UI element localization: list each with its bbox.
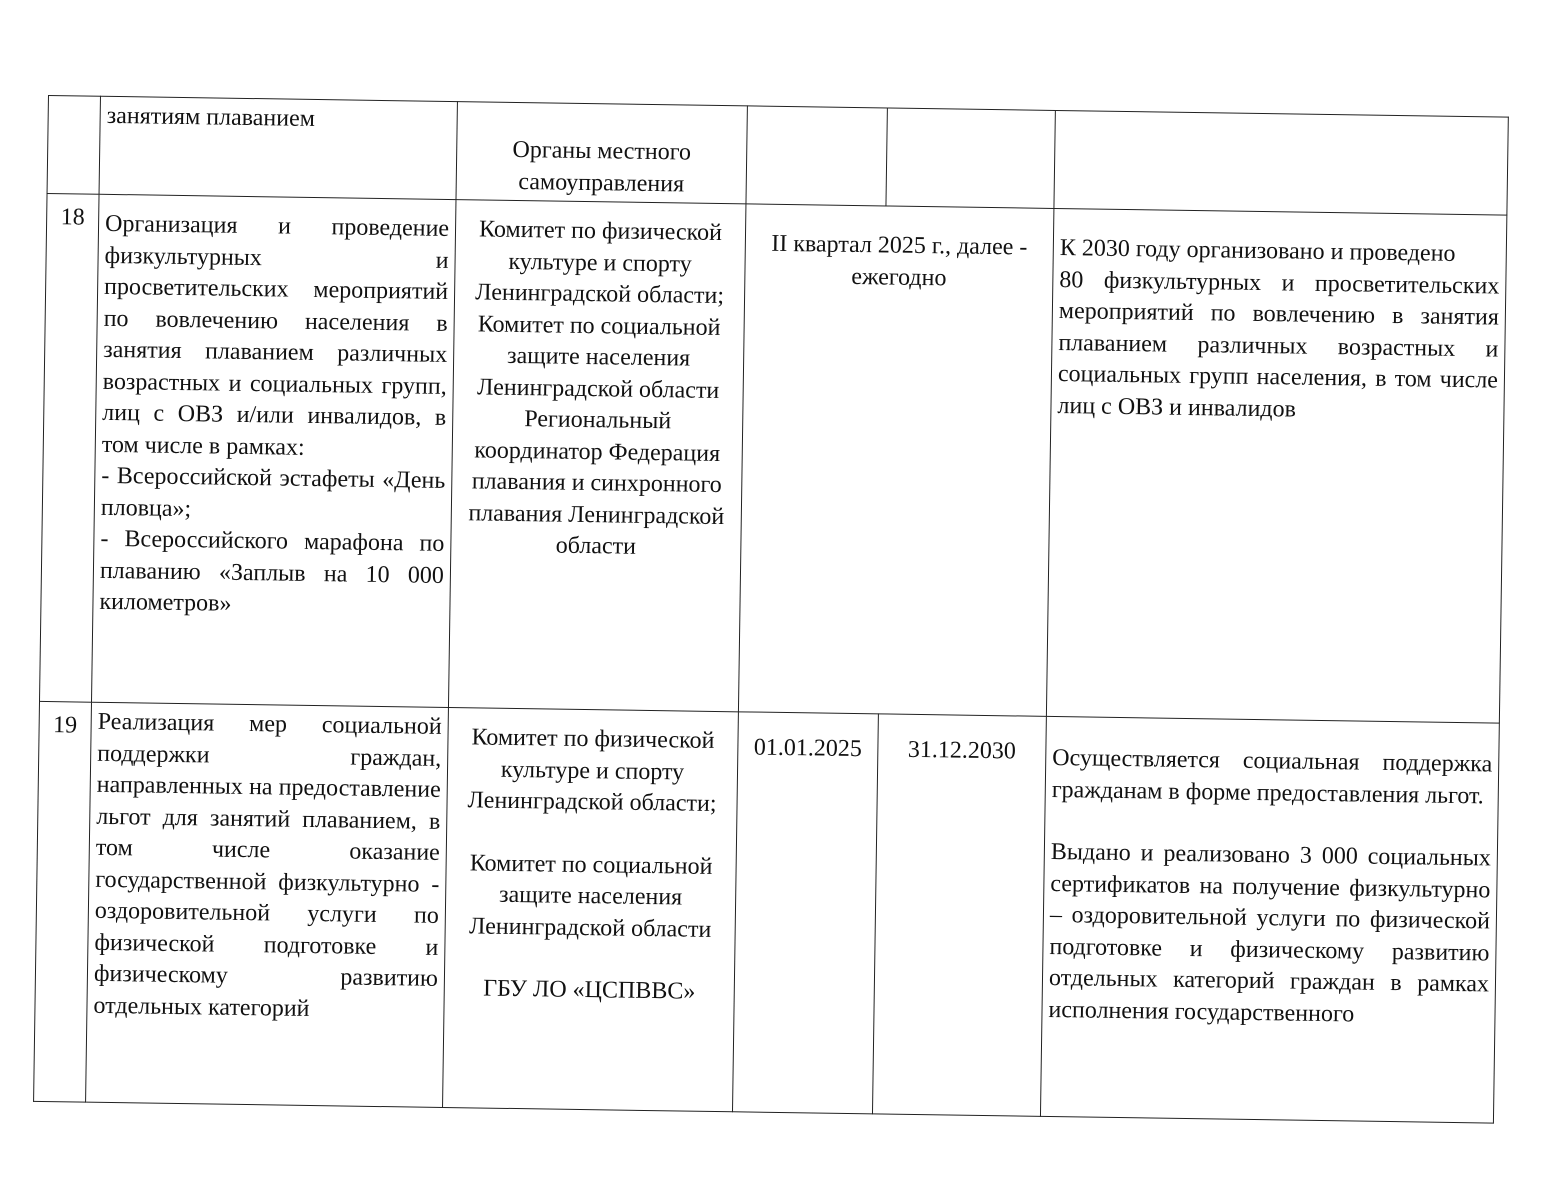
implementation-period: II квартал 2025 г., далее - ежегодно: [738, 204, 1054, 717]
table-row: [40, 193, 1507, 723]
expected-result: [1046, 208, 1506, 723]
result-text: Осуществляется социальная поддержка гражданам в форме предоставления льгот.: [1051, 744, 1493, 809]
measures-table: [33, 95, 1509, 1124]
responsible-line: Органы местного: [512, 136, 692, 166]
start-date: 01.01.2025: [732, 712, 878, 1114]
end-date: 31.12.2030: [872, 714, 1046, 1116]
row-number: 19: [34, 701, 92, 1102]
result-text: Выдано и реализовано 3 000 социальных сертификатов на получение физкультурно – оздоровительной услуги по физической подготовке и физическому развитию отдельных категорий граждан в рамках исполнения государственного: [1048, 838, 1492, 1027]
end-date: [886, 108, 1055, 208]
row-number: [47, 96, 100, 195]
expected-result: [1040, 716, 1499, 1123]
responsible-executors: [456, 102, 747, 204]
row-number: 18: [40, 193, 100, 702]
expected-result: [1054, 110, 1508, 215]
responsible-line: Комитет по физической культуре и спорту Ленинградской области;: [467, 724, 717, 817]
table-row: [34, 701, 1500, 1123]
measure-item: - Всероссийского марафона по плаванию «Заплыв на 10 000 километров»: [99, 525, 445, 617]
responsible-executors: [443, 708, 739, 1112]
result-intro: К 2030 году организовано и проведено: [1059, 235, 1456, 267]
measure-name: Реализация мер социальной поддержки граждан, направленных на предоставление льгот для занятий плаванием, в том числе оказание государственной физкультурно - оздоровительной услуги по физической подготовке и физическому развитию отдельных категорий: [86, 702, 449, 1107]
responsible-executors: [448, 200, 746, 712]
responsible-line: Комитет по физической культуре и спорту Ленинградской области;: [475, 216, 725, 310]
result-text: 80 физкультурных и просветительских мероприятий по вовлечению в занятия плаванием различных возрастных и социальных групп населения, в том числе лиц с ОВЗ и инвалидов: [1057, 266, 1500, 423]
document-page: [33, 95, 1508, 1124]
measure-item: - Всероссийской эстафеты «День пловца»;: [100, 462, 446, 522]
responsible-line: ГБУ ЛО «ЦСПВВС»: [483, 975, 696, 1005]
responsible-line: Региональный координатор Федерация плавания и синхронного плавания Ленинградской области: [468, 406, 725, 560]
measure-name: занятиям плаванием: [99, 96, 457, 199]
start-date: [746, 106, 887, 206]
responsible-line: Комитет по социальной защите населения Ленинградской области: [476, 310, 721, 404]
measure-name: [91, 194, 455, 707]
measure-description: Организация и проведение физкультурных и просветительских мероприятий по вовлечению населения в занятия плаванием различных возрастных и социальных групп, лиц с ОВЗ и/или инвалидов, в том числе в рамках:: [101, 210, 450, 461]
responsible-line: Комитет по социальной защите населения Ленинградской области: [468, 849, 713, 943]
responsible-line: самоуправления: [518, 168, 685, 197]
